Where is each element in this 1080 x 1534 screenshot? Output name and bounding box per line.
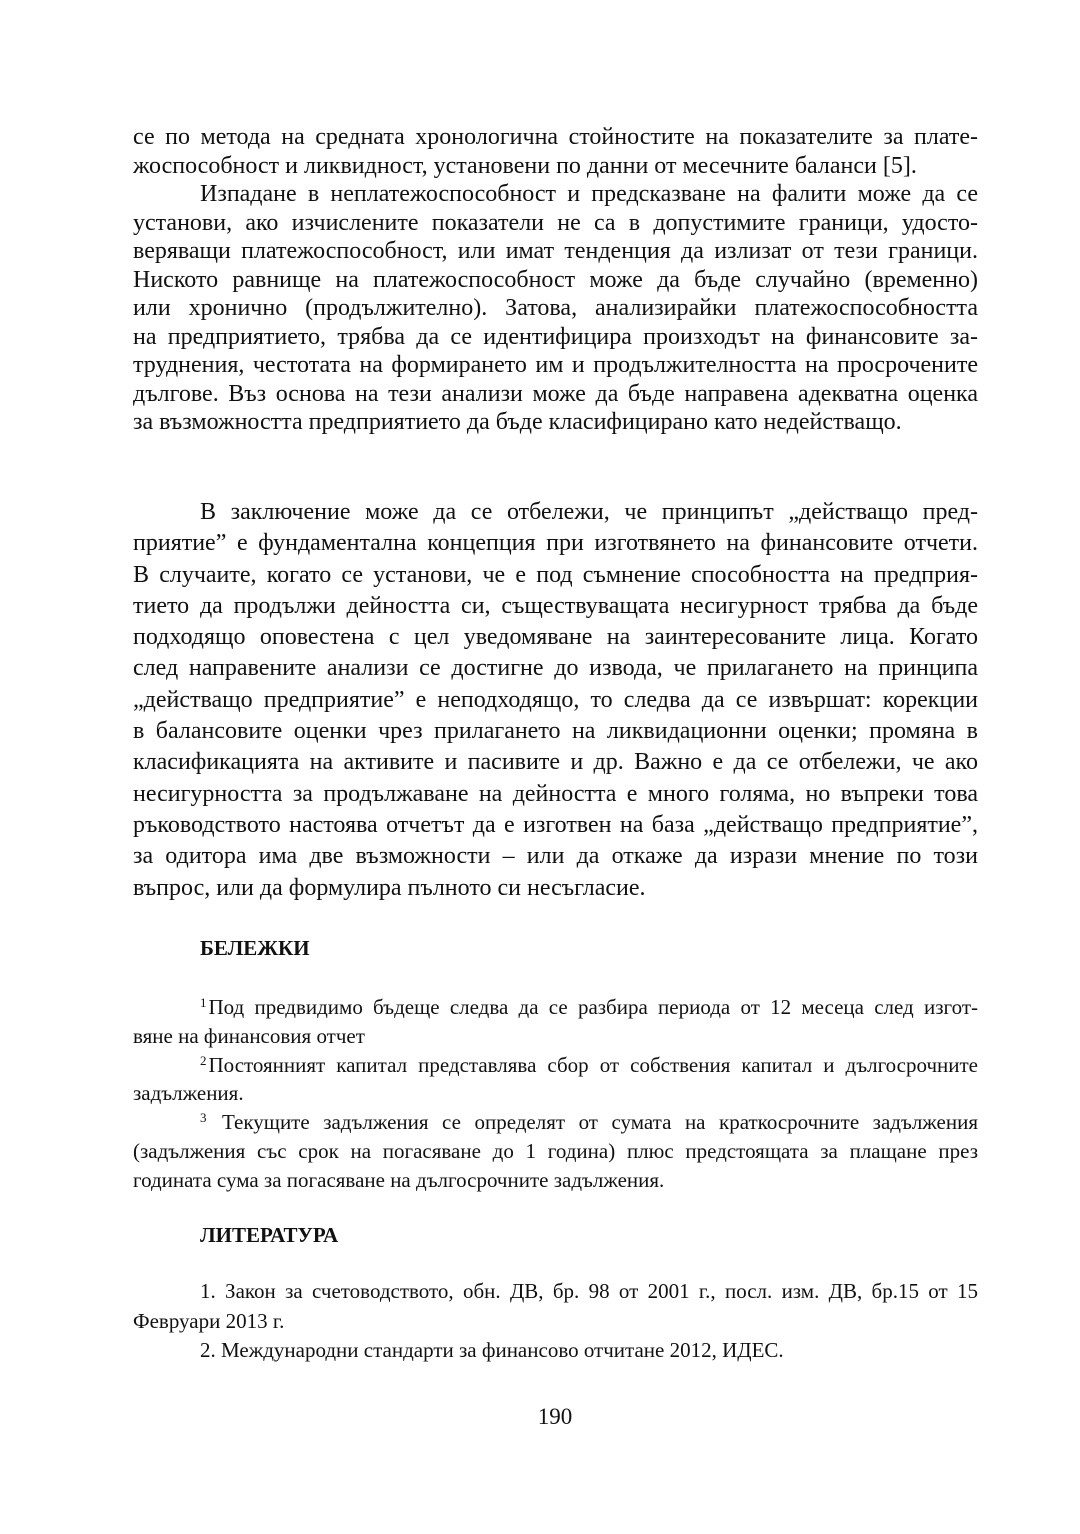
paragraph-conclusion [133, 497, 978, 904]
footnote-text: Текущите задължения се определят от сумата на краткосрочните задължения [222, 1110, 978, 1135]
text-line: задължения. [133, 1081, 244, 1106]
page-number: 190 [537, 1404, 573, 1429]
text-line: приятие” е фундаментална концепция при изготвянето на финансовите отчети. [133, 530, 978, 557]
text-line: веряващи платежоспособност, или имат тенденция да излизат от тези граници. [133, 238, 978, 264]
text-line: класификацията на активите и пасивите и др. Важно е да се отбележи, че ако [133, 749, 978, 776]
footnote-3 [133, 1108, 978, 1137]
text-line: за одитора има две възможности – или да откаже да изрази мнение по този [133, 843, 978, 870]
text-line: след направените анализи се достигне до извода, че прилагането на принципа [133, 655, 978, 682]
footnote-number: 3 [200, 1110, 207, 1126]
text-line: се по метода на средната хронологична стойностите на показателите за плате- [133, 124, 978, 150]
text-line: тието да продължи дейността си, съществуващата несигурност трябва да бъде [133, 592, 978, 619]
footnote-2 [133, 1051, 978, 1080]
text-line: или хронично (продължително). Затова, анализирайки платежоспособността [133, 295, 978, 321]
text-line: несигурността за продължаване на дейността е много голяма, но въпреки това [133, 780, 978, 807]
text-line: (задължения със срок на погасяване до 1 година) плюс предстоящата за плащане през [133, 1138, 978, 1163]
footnote-number: 2 [200, 1052, 207, 1068]
text-line: В заключение може да се отбележи, че принципът „действащо пред- [200, 499, 978, 525]
footnote-text: Постоянният капитал представлява сбор от собствения капитал и дългосрочните [208, 1052, 978, 1077]
text-line: ръководството настоява отчетът да е изготвен на база „действащо предприятие”, [133, 811, 978, 838]
text-line: въпрос, или да формулира пълното си несъгласие. [133, 874, 646, 901]
text-line: жоспособност и ликвидност, установени по данни от месечните баланси [5]. [133, 152, 917, 179]
text-line: годината сума за погасяване на дългосрочните задължения. [133, 1167, 665, 1192]
reference-2: 2. Международни стандарти за финансово отчитане 2012, ИДЕС. [200, 1338, 784, 1362]
text-line: дългове. Въз основа на тези анализи може да бъде направена адекватна оценка [133, 380, 978, 407]
references [133, 1277, 978, 1366]
text-line: В случаите, когато се установи, че е под съмнение способността на предприя- [133, 561, 978, 588]
reference-1: 1. Закон за счетоводството, обн. ДВ, бр. 98 от 2001 г., посл. изм. ДВ, бр.15 от 15 [200, 1279, 978, 1303]
footnote-text: Под предвидимо бъдеще следва да се разбира периода от 12 месеца след изгот- [208, 995, 978, 1019]
text-line: за възможността предприятието да бъде класифицирано като недействащо. [133, 409, 902, 435]
footnote-number: 1 [200, 995, 207, 1010]
footnote-1 [133, 993, 978, 1022]
text-line: труднения, честотата на формирането им и продължителността на просрочените [133, 352, 978, 378]
text-line: Изпадане в неплатежоспособност и предсказване на фалити може да се [200, 181, 978, 207]
notes-heading: БЕЛЕЖКИ [200, 936, 310, 960]
text-line: Февруари 2013 г. [133, 1308, 285, 1333]
text-line: Ниското равнище на платежоспособност може да бъде случайно (временно) [133, 266, 978, 293]
paragraph-solvency [133, 123, 978, 437]
literature-heading: ЛИТЕРАТУРА [200, 1223, 339, 1247]
text-line: вяне на финансовия отчет [133, 1023, 365, 1048]
text-line: „действащо предприятие” е неподходящо, то следва да се извършат: корекции [133, 686, 978, 713]
text-line: установи, ако изчислените показатели не са в допустимите граници, удосто- [133, 209, 978, 236]
text-line: в балансовите оценки чрез прилагането на ликвидационни оценки; промяна в [133, 718, 978, 745]
footnotes [133, 993, 978, 1195]
text-line: подходящо оповестена с цел уведомяване на заинтересованите лица. Когато [133, 624, 978, 651]
text-line: на предприятието, трябва да се идентифицира произходът на финансовите за- [133, 323, 978, 350]
